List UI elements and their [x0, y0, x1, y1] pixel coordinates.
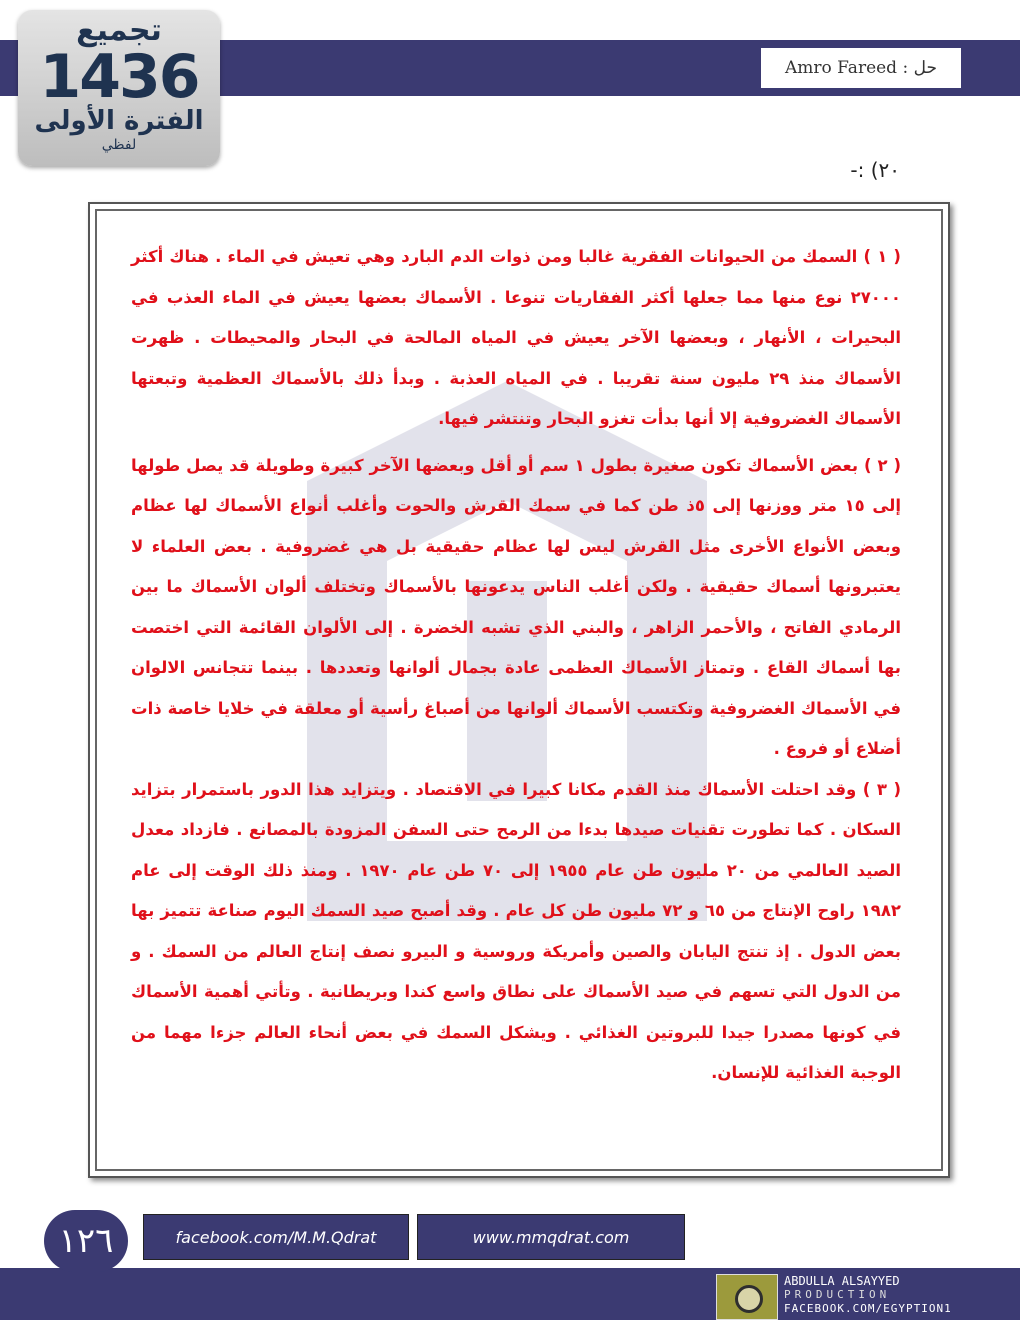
question-number: ٢٠) :-	[850, 158, 900, 182]
passage-text	[131, 237, 901, 1094]
camera-lens-icon	[716, 1274, 778, 1320]
passage-inner-border	[95, 209, 943, 1171]
facebook-link[interactable]: facebook.com/M.M.Qdrat	[143, 1214, 409, 1260]
solver-credit: حل : Amro Fareed	[785, 58, 937, 78]
credit-box	[758, 48, 964, 88]
production-text	[784, 1274, 952, 1316]
collection-logo	[18, 10, 220, 166]
page-number: ١٢٦	[44, 1210, 128, 1272]
production-facebook[interactable]: FACEBOOK.COM/EGYPTION1	[784, 1302, 952, 1315]
logo-period: الفترة الأولى	[34, 106, 204, 136]
paragraph-3: ( ٣ ) وقد احتلت الأسماك منذ القدم مكانا كبيرا في الاقتصاد . ويتزايد هذا الدور باستمرار بتزايد السكان . كما تطورت تقنيات صيدها بدءا من الرمح حتى السفن المزودة بالمصانع . فازداد معدل الصيد العالمي من ٢٠ مليون طن عام ١٩٥٥ إلى ٧٠ طن عام ١٩٧٠ . ومنذ ذلك الوقت إلى عام ١٩٨٢ راوح الإنتاج من ٦٥ و ٧٢ مليون طن كل عام . وقد أصبح صيد السمك اليوم صناعة تتميز بها بعض الدول . إذ تنتج اليابان والصين وأمريكة وروسية و البيرو نصف إنتاج العالم من السمك . و من الدول التي تسهم في صيد الأسماك على نطاق واسع كندا وبريطانية . وتأتي أهمية الأسماك في كونها مصدرا جيدا للبروتين الغذائي . ويشكل السمك في بعض أنحاء العالم جزءا مهما من الوجبة الغذائية للإنسان.	[131, 779, 902, 1082]
logo-title: تجميع	[76, 13, 162, 48]
paragraph-2: ( ٢ ) بعض الأسماك تكون صغيرة بطول ١ سم أو أقل وبعضها الآخر كبيرة وطويلة قد يصل طولها إلى ١٥ متر ووزنها إلى ٥ذ طن كما في سمك القرش والحوت وأغلب أنواع الأسماك لها عظام وبعض الأنواع الأخرى مثل القرش ليس لها عظام حقيقية بل هي غضروفية . بعض العلماء لا يعتبرونها أسماك حقيقية . ولكن أغلب الناس يدعونها بالأسماك وتختلف ألوان الأسماك ما بين الرمادي الفاتح ، والأحمر الزاهر ، والبني الذي تشبه الخضرة . إلى الألوان القائمة التي اختصت بها أسماك القاع . وتمتاز الأسماك العظمى عادة بجمال ألوانها وتعددها . بينما تتجانس الالوان في الأسماك الغضروفية وتكتسب الأسماك ألوانها من أصباغ رأسية أو معلقة في خلايا خاصة ذات أضلاع أو فروع .	[131, 455, 902, 758]
production-name: ABDULLA ALSAYYED	[784, 1274, 900, 1288]
logo-section: لفظي	[101, 137, 137, 153]
passage-frame	[88, 202, 950, 1178]
website-link[interactable]: www.mmqdrat.com	[417, 1214, 685, 1260]
production-label: PRODUCTION	[784, 1288, 891, 1301]
paragraph-1: ( ١ ) السمك من الحيوانات الفقرية غالبا ومن ذوات الدم البارد وهي تعيش في الماء . هناك أكثر ٢٧٠٠٠ نوع منها مما جعلها أكثر الفقاريات تنوعا . الأسماك بعضها يعيش في الماء العذب في البحيرات ، الأنهار ، وبعضها الآخر يعيش في المياه المالحة في البحار والمحيطات . ظهرت الأسماك منذ ٢٩ مليون سنة تقريبا . في المياه العذبة . وبدأ ذلك بالأسماك العظمية وتبعتها الأسماك الغضروفية إلا أنها بدأت تغزو البحار وتنتشر فيها.	[131, 247, 901, 428]
production-credit	[716, 1274, 1016, 1318]
logo-year: 1436	[39, 42, 199, 112]
